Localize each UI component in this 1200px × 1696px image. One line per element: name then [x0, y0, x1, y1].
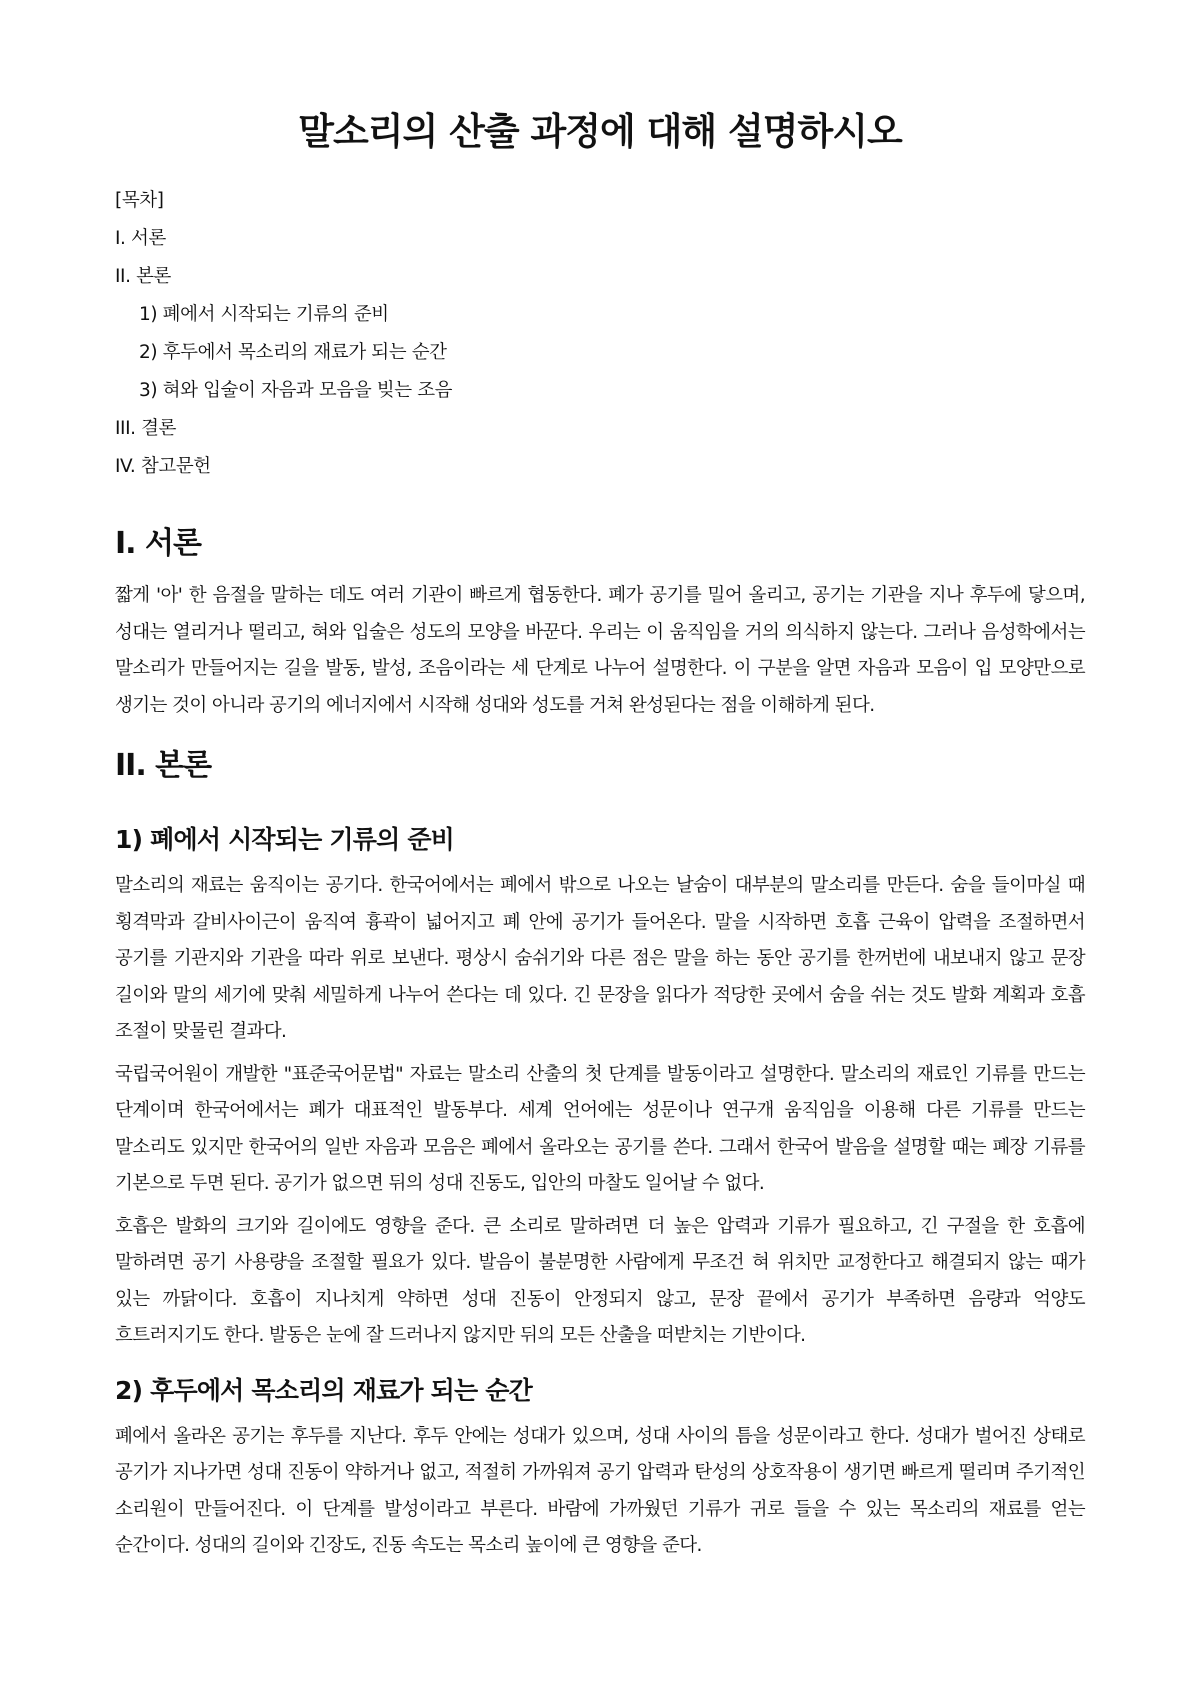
toc-item-references: IV. 참고문헌 — [115, 456, 211, 478]
table-of-contents — [115, 182, 1085, 486]
body-paragraph: 말소리의 재료는 움직이는 공기다. 한국어에서는 폐에서 밖으로 나오는 날숨이 대부분의 말소리를 만든다. 숨을 들이마실 때 횡격막과 갈비사이근이 움직여 흉곽이 넓어지고 폐 안에 공기가 들어온다. 말을 시작하면 호흡 근육이 압력을 조절하면서 공기를 기관지와 기관을 따라 위로 보낸다. 평상시 숨쉬기와 다른 점은 말을 하는 동안 공기를 한꺼번에 내보내지 않고 문장 길이와 말의 세기에 맞춰 세밀하게 나누어 쓴다는 데 있다. 긴 문장을 읽다가 적당한 곳에서 숨을 쉬는 것도 발화 계획과 호흡 조절이 맞물린 결과다. — [115, 875, 1085, 1043]
body-paragraph: 폐에서 올라온 공기는 후두를 지난다. 후두 안에는 성대가 있으며, 성대 사이의 틈을 성문이라고 한다. 성대가 벌어진 상태로 공기가 지나가면 성대 진동이 약하거나 없고, 적절히 가까워져 공기 압력과 탄성의 상호작용이 생기면 빠르게 떨리며 주기적인 소리원이 만들어진다. 이 단계를 발성이라고 부른다. 바람에 가까웠던 기류가 귀로 들을 수 있는 목소리의 재료를 얻는 순간이다. 성대의 길이와 긴장도, 진동 속도는 목소리 높이에 큰 영향을 준다. — [115, 1425, 1085, 1557]
section-heading-intro: I. 서론 — [115, 526, 201, 562]
toc-heading: [목차] — [115, 190, 164, 212]
toc-item-body-sub1: 1) 폐에서 시작되는 기류의 준비 — [139, 304, 389, 326]
intro-paragraph: 짧게 '아' 한 음절을 말하는 데도 여러 기관이 빠르게 협동한다. 폐가 공기를 밀어 올리고, 공기는 기관을 지나 후두에 닿으며, 성대는 열리거나 떨리고, 혀와 입술은 성도의 모양을 바꾼다. 우리는 이 움직임을 거의 의식하지 않는다. 그러나 음성학에서는 말소리가 만들어지는 길을 발동, 발성, 조음이라는 세 단계로 나누어 설명한다. 이 구분을 알면 자음과 모음이 입 모양만으로 생기는 것이 아니라 공기의 에너지에서 시작해 성대와 성도를 거쳐 완성된다는 점을 이해하게 된다. — [115, 585, 1085, 716]
section-body — [115, 746, 1085, 1565]
subsection-breath — [115, 822, 1085, 1355]
toc-item-body-sub3: 3) 혀와 입술이 자음과 모음을 빚는 조음 — [139, 380, 453, 402]
subsection-larynx — [115, 1373, 1085, 1565]
body-paragraph: 호흡은 발화의 크기와 길이에도 영향을 준다. 큰 소리로 말하려면 더 높은 압력과 기류가 필요하고, 긴 구절을 한 호흡에 말하려면 공기 사용량을 조절할 필요가 있다. 발음이 불분명한 사람에게 무조건 혀 위치만 교정한다고 해결되지 않는 때가 있는 까닭이다. 호흡이 지나치게 약하면 성대 진동이 안정되지 않고, 문장 끝에서 공기가 부족하면 음량과 억양도 흐트러지기도 한다. 발동은 눈에 잘 드러나지 않지만 뒤의 모든 산출을 떠받치는 기반이다. — [115, 1215, 1085, 1347]
subsection-heading-larynx: 2) 후두에서 목소리의 재료가 되는 순간 — [115, 1375, 532, 1405]
toc-item-intro: I. 서론 — [115, 228, 166, 250]
document-title: 말소리의 산출 과정에 대해 설명하시오 — [298, 110, 902, 153]
toc-item-body: II. 본론 — [115, 266, 172, 288]
section-intro — [115, 524, 1085, 724]
toc-item-conclusion: III. 결론 — [115, 418, 177, 440]
body-paragraph: 국립국어원이 개발한 "표준국어문법" 자료는 말소리 산출의 첫 단계를 발동이라고 설명한다. 말소리의 재료인 기류를 만드는 단계이며 한국어에서는 폐가 대표적인 발동부다. 세계 언어에는 성문이나 연구개 움직임을 이용해 다른 기류를 만드는 말소리도 있지만 한국어의 일반 자음과 모음은 폐에서 올라오는 공기를 쓴다. 그래서 한국어 발음을 설명할 때는 폐장 기류를 기본으로 두면 된다. 공기가 없으면 뒤의 성대 진동도, 입안의 마찰도 일어날 수 없다. — [115, 1063, 1085, 1195]
toc-item-body-sub2: 2) 후두에서 목소리의 재료가 되는 순간 — [139, 342, 447, 364]
subsection-heading-breath: 1) 폐에서 시작되는 기류의 준비 — [115, 825, 455, 855]
section-heading-body: II. 본론 — [115, 748, 212, 784]
